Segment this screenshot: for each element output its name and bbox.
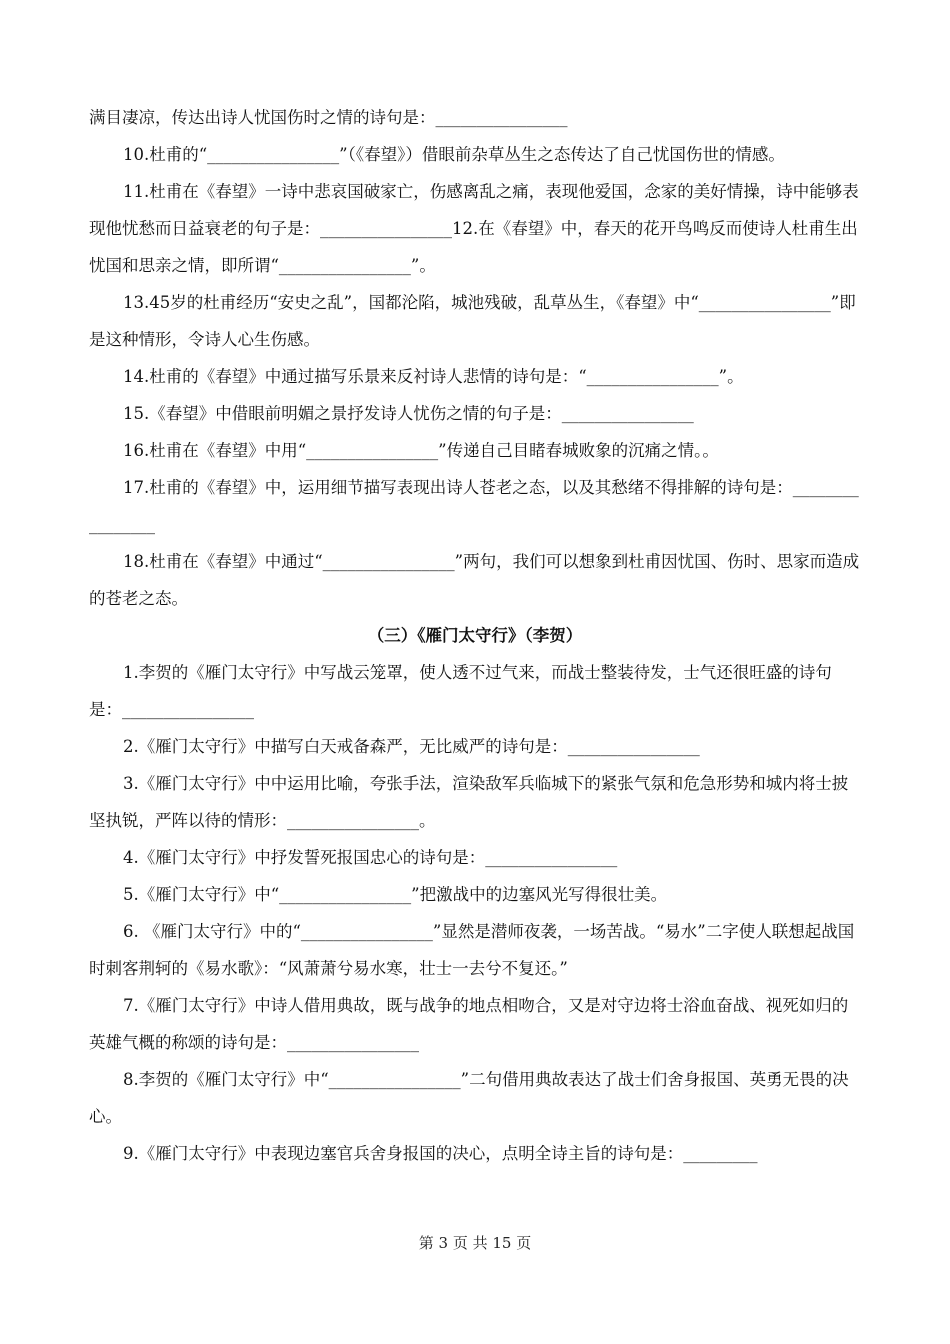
question-10: 10.杜甫的“________________”（《春望》）借眼前杂草丛生之态传达了自己忧国伤世的情感。 bbox=[123, 145, 785, 164]
section-title: （三）《雁门太守行》（李贺） bbox=[367, 626, 583, 645]
question-18: 18.杜甫在《春望》中通过“________________”两句，我们可以想象到杜甫因忧国、伤时、思家而造成的苍老之态。 bbox=[89, 552, 860, 608]
text-line-1: 满目凄凉，传达出诗人忧国伤时之情的诗句是：________________ bbox=[89, 108, 568, 127]
section-question-4: 4.《雁门太守行》中抒发誓死报国忠心的诗句是：________________ bbox=[123, 848, 618, 867]
section-question-2: 2.《雁门太守行》中描写白天戒备森严，无比威严的诗句是：________________ bbox=[123, 737, 700, 756]
section-question-1: 1.李贺的《雁门太守行》中写战云笼罩，使人透不过气来，而战士整装待发，士气还很旺盛的诗句是：________________ bbox=[89, 663, 832, 719]
question-17: 17.杜甫的《春望》中，运用细节描写表现出诗人苍老之态，以及其愁绪不得排解的诗句是：________________ bbox=[89, 478, 859, 534]
document-content bbox=[89, 99, 861, 1172]
page-footer: 第 3 页 共 15 页 bbox=[418, 1234, 532, 1252]
question-14: 14.杜甫的《春望》中通过描写乐景来反衬诗人悲情的诗句是：“________________”。 bbox=[123, 367, 744, 386]
question-11-12: 11.杜甫在《春望》一诗中悲哀国破家亡，伤感离乱之痛，表现他爱国，念家的美好情操，诗中能够表现他忧愁而日益衰老的句子是：________________12.在《春望》中，春天的花开鸟鸣反而使诗人杜甫生出忧国和思亲之情，即所谓“________________”。 bbox=[89, 182, 859, 275]
section-question-6: 6. 《雁门太守行》中的“________________”显然是潜师夜袭，一场苦战。“易水”二字使人联想起战国时刺客荆轲的《易水歌》：“风萧萧兮易水寒，壮士一去兮不复还。” bbox=[89, 922, 855, 978]
section-question-3: 3.《雁门太守行》中中运用比喻，夸张手法，渲染敌军兵临城下的紧张气氛和危急形势和城内将士披坚执锐，严阵以待的情形：________________。 bbox=[89, 774, 849, 830]
section-question-7: 7.《雁门太守行》中诗人借用典故，既与战争的地点相吻合，又是对守边将士浴血奋战、视死如归的英雄气概的称颂的诗句是：________________ bbox=[89, 996, 849, 1052]
question-16: 16.杜甫在《春望》中用“________________”传递自己目睹春城败象的沉痛之情。。 bbox=[123, 441, 719, 460]
section-question-8: 8.李贺的《雁门太守行》中“________________”二句借用典故表达了战士们舍身报国、英勇无畏的决心。 bbox=[89, 1070, 849, 1126]
section-question-5: 5.《雁门太守行》中“________________”把激战中的边塞风光写得很壮美。 bbox=[123, 885, 668, 904]
question-15: 15.《春望》中借眼前明媚之景抒发诗人忧伤之情的句子是：________________ bbox=[123, 404, 694, 423]
question-13: 13.45岁的杜甫经历“安史之乱”，国都沦陷，城池残破，乱草丛生，《春望》中“________________”即是这种情形，令诗人心生伤感。 bbox=[89, 293, 856, 349]
section-question-9: 9.《雁门太守行》中表现边塞官兵舍身报国的决心，点明全诗主旨的诗句是：_________ bbox=[123, 1144, 758, 1163]
